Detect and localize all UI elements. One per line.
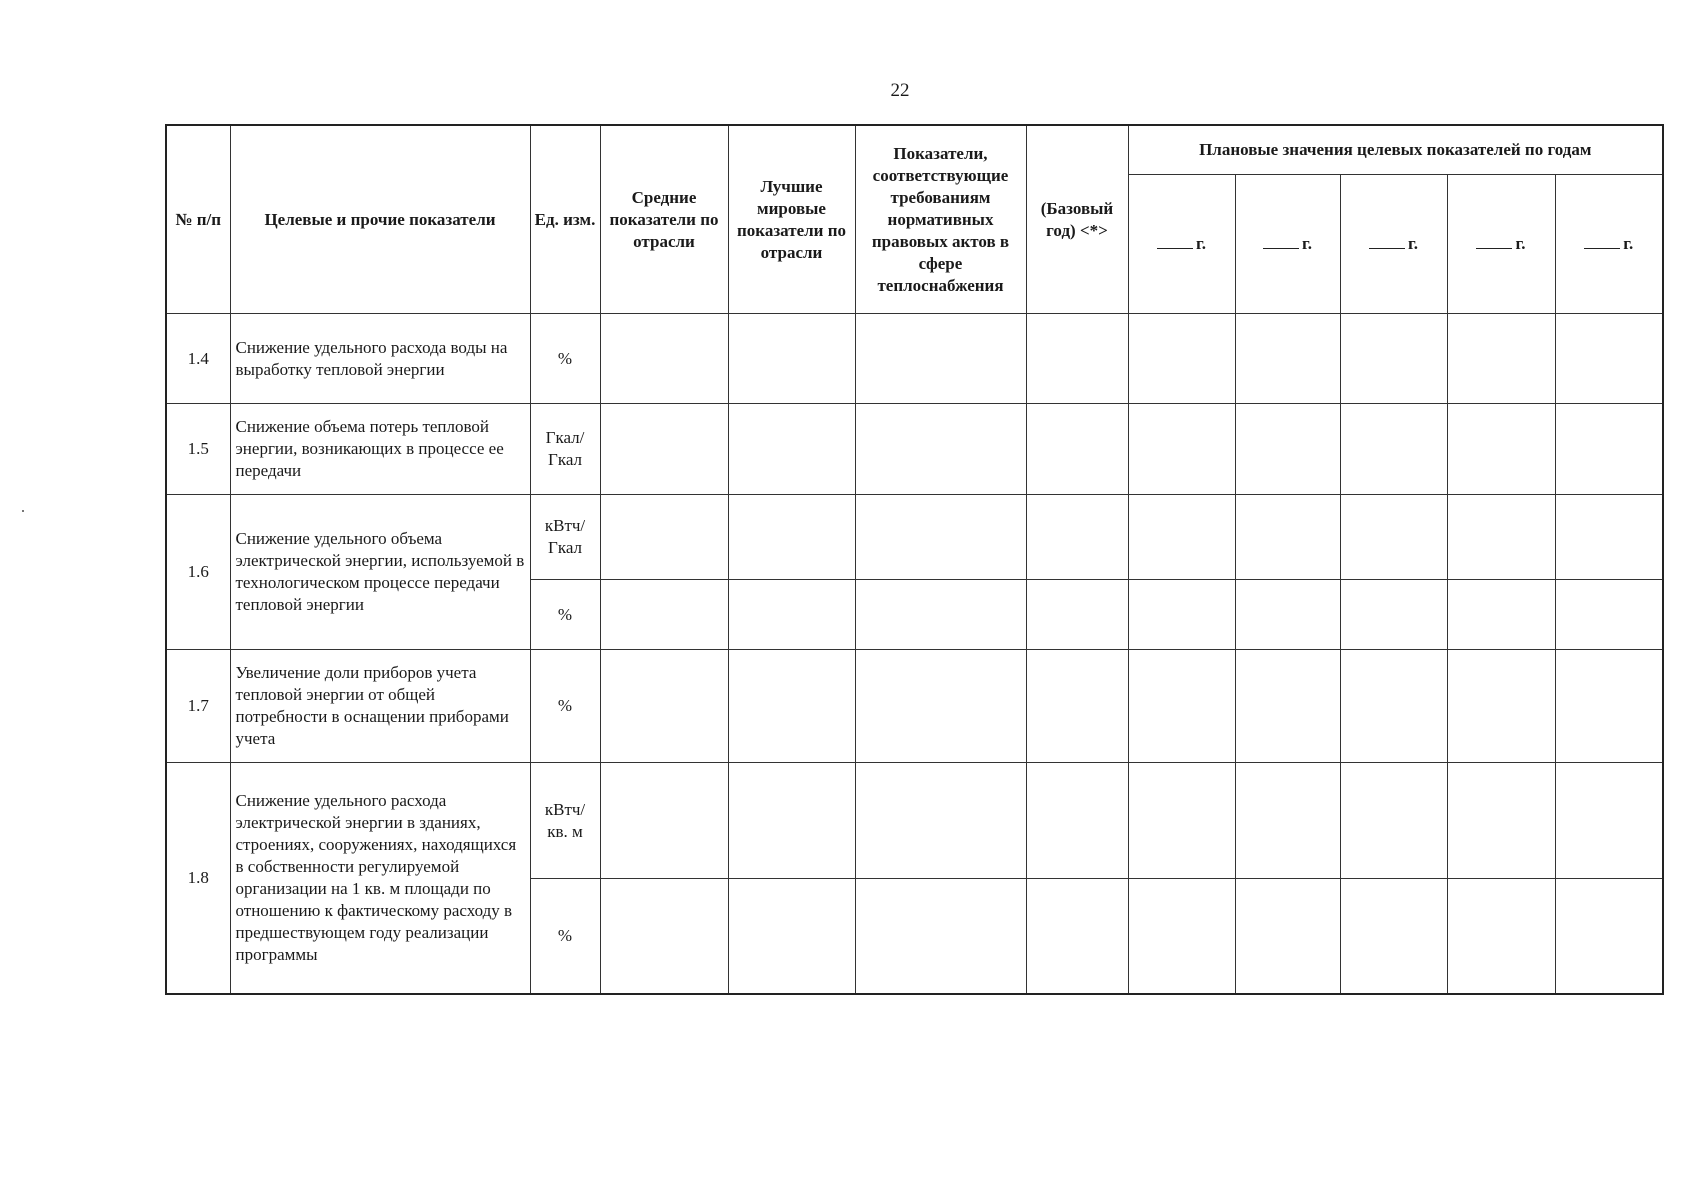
header-planned-values: Плановые значения целевых показателей по годам bbox=[1128, 125, 1663, 175]
row-indicator-name: Снижение удельного объема электрической энергии, используемой в технологическом процессе передачи тепловой энергии bbox=[230, 495, 530, 650]
row-number: 1.8 bbox=[166, 763, 230, 994]
value-cell bbox=[600, 580, 728, 650]
row-indicator-name: Увеличение доли приборов учета тепловой энергии от общей потребности в оснащении приборами учета bbox=[230, 650, 530, 763]
header-year-2 bbox=[1235, 175, 1340, 314]
value-cell bbox=[1128, 580, 1235, 650]
row-number: 1.4 bbox=[166, 314, 230, 404]
value-cell bbox=[1026, 495, 1128, 580]
row-number: 1.7 bbox=[166, 650, 230, 763]
year-suffix: г. bbox=[1515, 234, 1526, 253]
value-cell bbox=[728, 763, 855, 879]
value-cell bbox=[1555, 495, 1663, 580]
value-cell bbox=[1128, 495, 1235, 580]
header-year-5 bbox=[1555, 175, 1663, 314]
value-cell bbox=[1235, 650, 1340, 763]
year-blank-line bbox=[1369, 234, 1405, 249]
value-cell bbox=[1555, 580, 1663, 650]
header-industry-average: Средние показатели по отрасли bbox=[600, 125, 728, 314]
value-cell bbox=[728, 879, 855, 994]
year-blank-line bbox=[1584, 234, 1620, 249]
value-cell bbox=[1447, 763, 1555, 879]
value-cell bbox=[1235, 495, 1340, 580]
header-regulatory: Показатели, соответствующие требованиям нормативных правовых актов в сфере теплоснабжения bbox=[855, 125, 1026, 314]
value-cell bbox=[1235, 763, 1340, 879]
value-cell bbox=[1340, 879, 1447, 994]
table-row bbox=[166, 763, 1663, 879]
value-cell bbox=[1026, 879, 1128, 994]
value-cell bbox=[1555, 763, 1663, 879]
value-cell bbox=[1447, 495, 1555, 580]
header-year-3 bbox=[1340, 175, 1447, 314]
header-world-best: Лучшие мировые показатели по отрасли bbox=[728, 125, 855, 314]
value-cell bbox=[855, 404, 1026, 495]
value-cell bbox=[728, 404, 855, 495]
table-body bbox=[166, 314, 1663, 994]
value-cell bbox=[600, 763, 728, 879]
value-cell bbox=[855, 650, 1026, 763]
value-cell bbox=[1235, 879, 1340, 994]
value-cell bbox=[855, 495, 1026, 580]
header-row-top bbox=[166, 125, 1663, 175]
year-blank-line bbox=[1157, 234, 1193, 249]
row-unit: кВтч/ Гкал bbox=[530, 495, 600, 580]
value-cell bbox=[1555, 314, 1663, 404]
value-cell bbox=[1340, 763, 1447, 879]
header-indicators: Целевые и прочие показатели bbox=[230, 125, 530, 314]
year-blank-line bbox=[1476, 234, 1512, 249]
value-cell bbox=[855, 763, 1026, 879]
value-cell bbox=[1026, 314, 1128, 404]
year-suffix: г. bbox=[1301, 234, 1313, 253]
value-cell bbox=[1555, 404, 1663, 495]
value-cell bbox=[1026, 650, 1128, 763]
value-cell bbox=[855, 314, 1026, 404]
header-year-1 bbox=[1128, 175, 1235, 314]
header-number: № п/п bbox=[166, 125, 230, 314]
value-cell bbox=[1340, 580, 1447, 650]
table-row bbox=[166, 495, 1663, 580]
value-cell bbox=[1026, 763, 1128, 879]
target-indicators-table bbox=[165, 124, 1664, 995]
table-row bbox=[166, 650, 1663, 763]
value-cell bbox=[855, 879, 1026, 994]
year-suffix: г. bbox=[1195, 234, 1207, 253]
value-cell bbox=[1235, 314, 1340, 404]
value-cell bbox=[1340, 650, 1447, 763]
row-indicator-name: Снижение объема потерь тепловой энергии, возникающих в процессе ее передачи bbox=[230, 404, 530, 495]
value-cell bbox=[728, 495, 855, 580]
value-cell bbox=[600, 495, 728, 580]
year-suffix: г. bbox=[1407, 234, 1419, 253]
year-suffix: г. bbox=[1623, 234, 1634, 253]
value-cell bbox=[600, 879, 728, 994]
value-cell bbox=[1555, 879, 1663, 994]
header-year-4 bbox=[1447, 175, 1555, 314]
page-number: 22 bbox=[890, 80, 910, 101]
scan-speck bbox=[22, 510, 24, 512]
value-cell bbox=[1340, 314, 1447, 404]
value-cell bbox=[1026, 580, 1128, 650]
value-cell bbox=[855, 580, 1026, 650]
row-unit: % bbox=[530, 650, 600, 763]
value-cell bbox=[1447, 650, 1555, 763]
value-cell bbox=[600, 314, 728, 404]
row-number: 1.5 bbox=[166, 404, 230, 495]
value-cell bbox=[728, 314, 855, 404]
value-cell bbox=[1026, 404, 1128, 495]
row-unit: % bbox=[530, 580, 600, 650]
value-cell bbox=[728, 580, 855, 650]
table-row bbox=[166, 404, 1663, 495]
value-cell bbox=[600, 404, 728, 495]
header-unit: Ед. изм. bbox=[530, 125, 600, 314]
value-cell bbox=[1128, 650, 1235, 763]
table-row bbox=[166, 314, 1663, 404]
year-blank-line bbox=[1263, 234, 1299, 249]
value-cell bbox=[1128, 763, 1235, 879]
value-cell bbox=[1128, 879, 1235, 994]
value-cell bbox=[1128, 314, 1235, 404]
header-base-year: (Базовый год) <*> bbox=[1026, 125, 1128, 314]
row-unit: % bbox=[530, 879, 600, 994]
value-cell bbox=[1340, 404, 1447, 495]
row-unit: % bbox=[530, 314, 600, 404]
value-cell bbox=[1447, 404, 1555, 495]
row-indicator-name: Снижение удельного расхода электрической энергии в зданиях, строениях, сооружениях, находящихся в собственности регулируемой организации на 1 кв. м площади по отношению к фактическому расходу в предшествующем году реализации программы bbox=[230, 763, 530, 994]
row-indicator-name: Снижение удельного расхода воды на выработку тепловой энергии bbox=[230, 314, 530, 404]
value-cell bbox=[1235, 580, 1340, 650]
value-cell bbox=[1128, 404, 1235, 495]
value-cell bbox=[600, 650, 728, 763]
row-unit: Гкал/ Гкал bbox=[530, 404, 600, 495]
row-unit: кВтч/ кв. м bbox=[530, 763, 600, 879]
value-cell bbox=[1555, 650, 1663, 763]
value-cell bbox=[1447, 879, 1555, 994]
value-cell bbox=[1235, 404, 1340, 495]
value-cell bbox=[1447, 580, 1555, 650]
value-cell bbox=[728, 650, 855, 763]
value-cell bbox=[1447, 314, 1555, 404]
value-cell bbox=[1340, 495, 1447, 580]
row-number: 1.6 bbox=[166, 495, 230, 650]
